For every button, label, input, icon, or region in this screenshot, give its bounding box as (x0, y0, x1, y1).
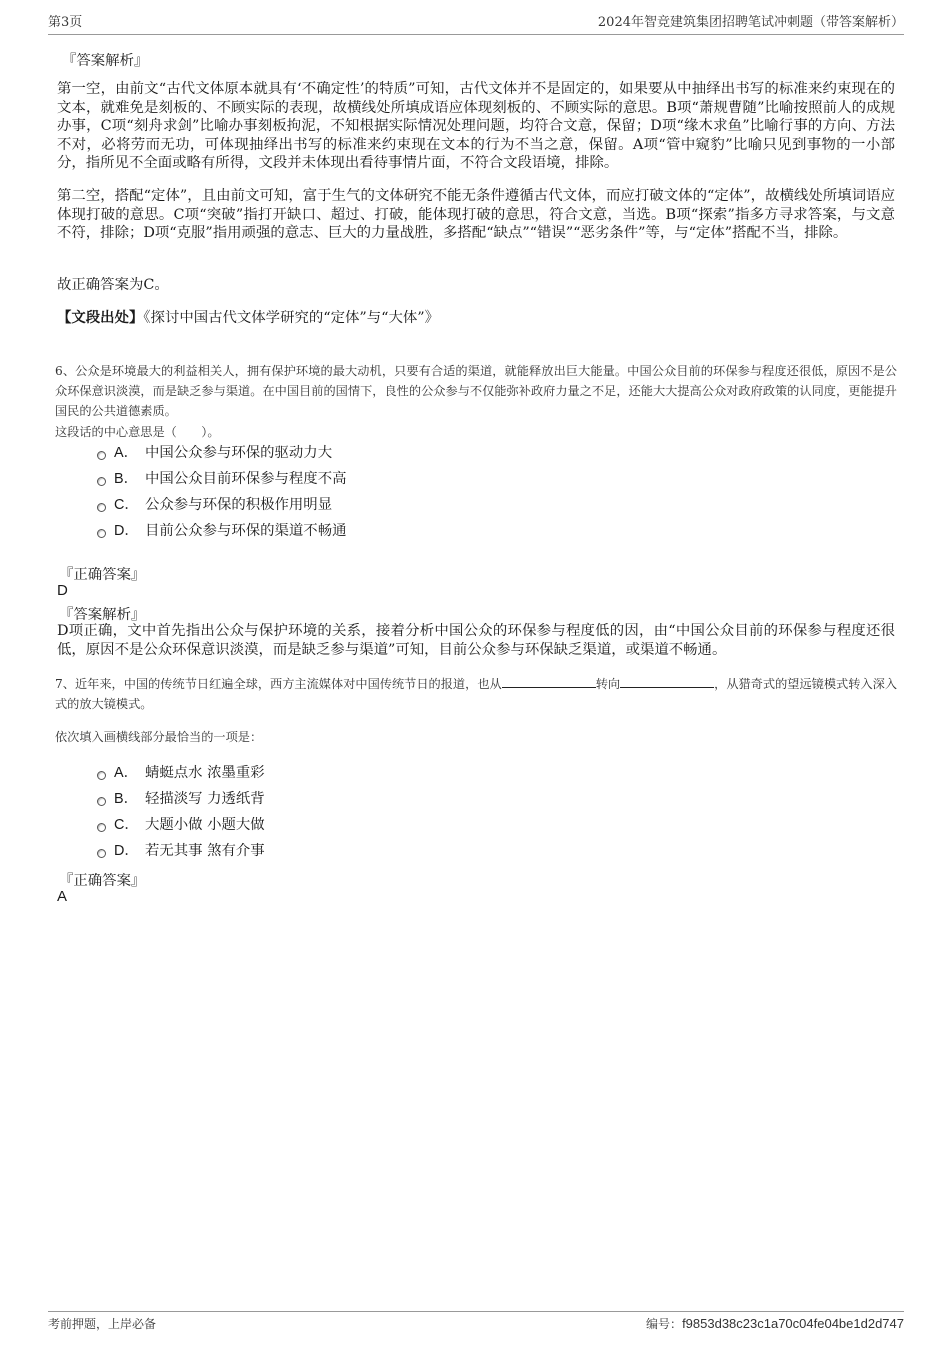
option-text: 大题小做 小题大做 (145, 817, 265, 833)
q7-answer-value: A (57, 888, 68, 905)
option-text: 轻描淡写 力透纸背 (145, 791, 265, 807)
q7-option-b[interactable]: B． 轻描淡写 力透纸背 (97, 788, 265, 810)
fill-blank-2 (620, 675, 714, 688)
question-number: 6、 (55, 364, 76, 378)
q7-option-d[interactable]: D． 若无其事 煞有介事 (97, 840, 265, 862)
explanation-paragraph-2: 第二空，搭配“定体”，且由前文可知，富于生气的文体研究不能无条件遵循古代文体，而应打破文体的“定体”，故横线处所填词语应体现打破的意思。C项“突破”指打开缺口、超过、打破，能体现打破的意思，符合文意，当选。B项“探索”指多方寻求答案，与文意不符，排除；D项“克服”指用顽强的意志、巨大的力量战胜，多搭配“缺点”“错误”“恶劣条件”等，与“定体”搭配不当，排除。 (57, 188, 895, 241)
radio-button-icon[interactable] (97, 529, 106, 538)
radio-button-icon[interactable] (97, 797, 106, 806)
q6-option-d[interactable]: D． 目前公众参与环保的渠道不畅通 (97, 520, 346, 542)
radio-button-icon[interactable] (97, 451, 106, 460)
page-number: 第3页 (48, 15, 83, 30)
q7-option-a[interactable]: A． 蜻蜓点水 浓墨重彩 (97, 762, 265, 784)
q6-explanation: D项正确，文中首先指出公众与保护环境的关系，接着分析中国公众的环保参与程度低的因，由“中国公众目前的环保参与程度还很低，原因不是公众环保意识淡漠，而是缺乏参与渠道”可知，目前公众参与环保缺乏渠道，或渠道不畅通。 (57, 623, 895, 658)
question-6-stem: 6、公众是环境最大的利益相关人，拥有保护环境的最大动机，只要有合适的渠道，就能释放出巨大能量。中国公众目前的环保参与程度还很低，原因不是公众环保意识淡漠，而是缺乏参与渠道。在中国目前的国情下，良性的公众参与不仅能弥补政府力量之不足，还能大大提高公众对政府政策的认同度，更能提升国民的公共道德素质。 (55, 364, 897, 418)
explanation-paragraph-1: 第一空，由前文“古代文体原本就具有‘不确定性’的特质”可知，古代文体并不是固定的，如果要从中抽绎出书写的标准来约束现在的文本，就难免是刻板的、不顾实际的表现，故横线处所填成语应体现刻板的、不顾实际的意思。B项“萧规曹随”比喻按照前人的成规办事，C项“刻舟求剑”比喻办事刻板拘泥，不知根据实际情况处理问题，均符合文意，保留；D项“缘木求鱼”比喻行事的方向、方法不对，必将劳而无功，可体现抽绎出书写的标准来约束现在文本的行为不当之意，保留。A项“管中窥豹”比喻只见到事物的一小部分，指所见不全面或略有所得，文段并未体现出看待事情片面，不符合文段语境，排除。 (57, 81, 895, 171)
explanation-label: 『答案解析』 (62, 53, 149, 69)
q6-option-c[interactable]: C． 公众参与环保的积极作用明显 (97, 494, 332, 516)
page-header (48, 14, 904, 35)
option-text: 蜻蜓点水 浓墨重彩 (145, 765, 265, 781)
option-text: 中国公众目前环保参与程度不高 (145, 471, 347, 487)
radio-button-icon[interactable] (97, 477, 106, 486)
radio-button-icon[interactable] (97, 823, 106, 832)
question-number: 7、 (55, 677, 75, 691)
question-7-stem: 7、近年来，中国的传统节日红遍全球，西方主流媒体对中国传统节日的报道，也从 转向 ，从猎奇式的望远镜模式转入深入式的放大镜模式。 (55, 677, 898, 711)
radio-button-icon[interactable] (97, 503, 106, 512)
q6-explanation-label: 『答案解析』 (59, 607, 146, 623)
q6-answer-value: D (57, 582, 68, 599)
radio-button-icon[interactable] (97, 771, 106, 780)
source-label: 【文段出处】 (57, 309, 144, 326)
fill-blank-1 (502, 675, 596, 688)
document-title: 2024年智竞建筑集团招聘笔试冲刺题（带答案解析） (597, 15, 904, 30)
option-text: 目前公众参与环保的渠道不畅通 (145, 523, 347, 539)
source-line (57, 309, 439, 328)
q6-option-b[interactable]: B． 中国公众目前环保参与程度不高 (97, 468, 346, 490)
q6-answer-label: 『正确答案』 (59, 567, 146, 583)
footer-slogan: 考前押题，上岸必备 (48, 1317, 157, 1331)
source-text: 《探讨中国古代文体学研究的“定体”与“大体”》 (143, 310, 440, 326)
option-text: 公众参与环保的积极作用明显 (145, 497, 333, 513)
radio-button-icon[interactable] (97, 849, 106, 858)
q7-option-c[interactable]: C． 大题小做 小题大做 (97, 814, 265, 836)
q6-option-a[interactable]: A． 中国公众参与环保的驱动力大 (97, 442, 332, 464)
q7-answer-label: 『正确答案』 (59, 873, 146, 889)
question-7-prompt: 依次填入画横线部分最恰当的一项是： (55, 730, 263, 744)
option-text: 中国公众参与环保的驱动力大 (145, 445, 333, 461)
option-text: 若无其事 煞有介事 (145, 843, 265, 859)
page-footer (48, 1311, 904, 1334)
document-code: 编号：f9853d38c23c1a70c04fe04be1d2d747 (646, 1316, 904, 1331)
explanation-conclusion: 故正确答案为C。 (57, 277, 169, 293)
question-6-prompt: 这段话的中心意思是（ ）。 (55, 425, 220, 439)
